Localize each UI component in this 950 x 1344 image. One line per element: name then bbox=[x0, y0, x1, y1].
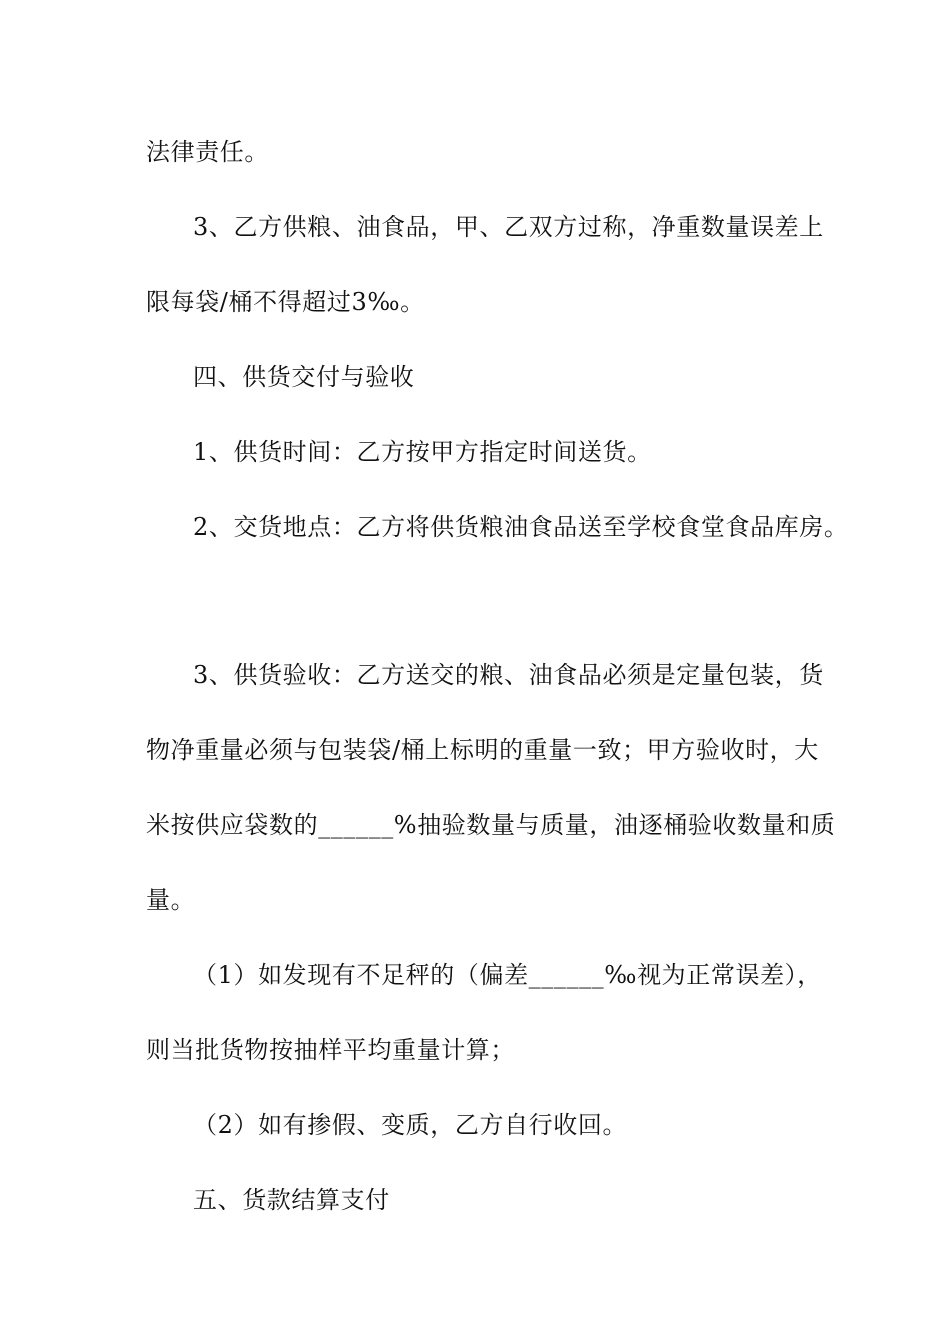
section-heading: 五、货款结算支付 bbox=[193, 1186, 390, 1214]
text-line: 量。 bbox=[146, 886, 196, 914]
text-line: 法律责任。 bbox=[146, 138, 269, 166]
text-line: 1、供货时间：乙方按甲方指定时间送货。 bbox=[193, 438, 652, 466]
text-line: 物净重量必须与包装袋/桶上标明的重量一致；甲方验收时，大 bbox=[146, 736, 819, 764]
text-line: 3、供货验收：乙方送交的粮、油食品必须是定量包装，货 bbox=[193, 661, 824, 689]
text-line: （1）如发现有不足秤的（偏差______‰视为正常误差）， bbox=[193, 961, 822, 989]
text-line: 米按供应袋数的______%抽验数量与质量，油逐桶验收数量和质 bbox=[146, 811, 836, 839]
section-heading: 四、供货交付与验收 bbox=[193, 363, 415, 391]
text-line: 2、交货地点：乙方将供货粮油食品送至学校食堂食品库房。 bbox=[193, 513, 849, 541]
text-line: 限每袋/桶不得超过3‰。 bbox=[146, 288, 425, 316]
text-line: 3、乙方供粮、油食品，甲、乙双方过称，净重数量误差上 bbox=[193, 213, 824, 241]
text-line: 则当批货物按抽样平均重量计算； bbox=[146, 1036, 515, 1064]
text-line: （2）如有掺假、变质，乙方自行收回。 bbox=[193, 1111, 628, 1139]
